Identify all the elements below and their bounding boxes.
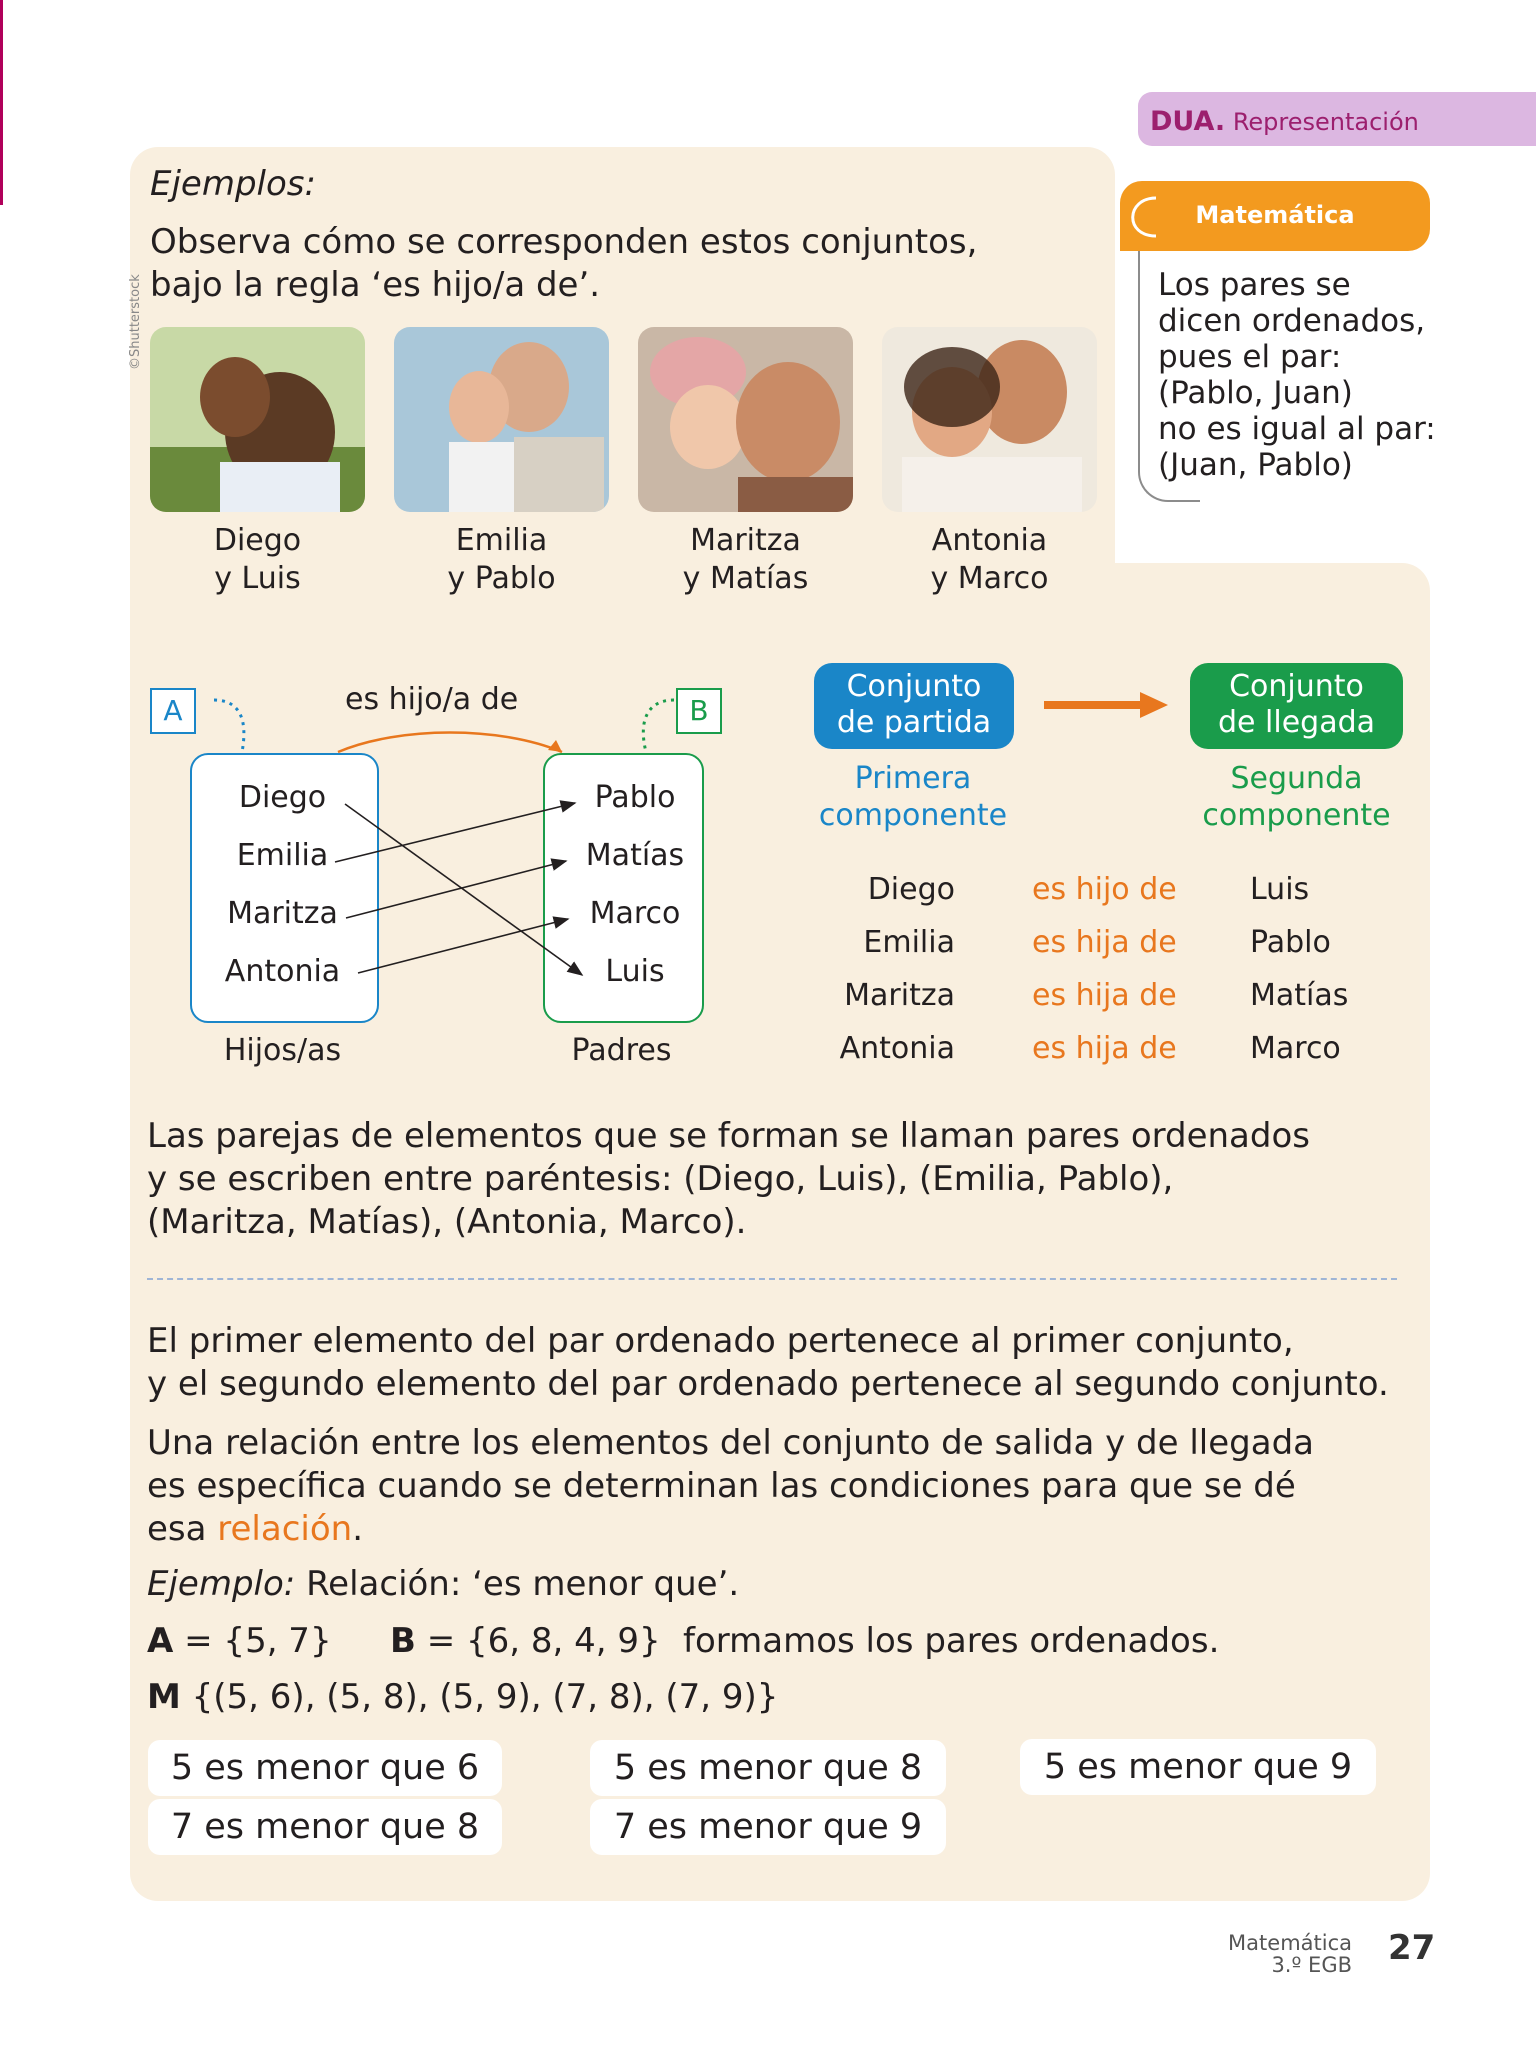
caption-antonia-marco: Antonia y Marco [930,523,1049,596]
comparison-7-8: 7 es menor que 8 [148,1799,502,1855]
comparison-5-6: 5 es menor que 6 [148,1740,502,1796]
pair-row-4-a: Antonia [839,1031,955,1066]
relation-label: es hijo/a de [345,682,519,717]
photo-antonia-marco [882,327,1097,512]
matematica-tab: Matemática [1120,181,1430,251]
pair-row-3-b: Matías [1250,978,1349,1013]
parent-matias: Matías [585,838,685,873]
pair-row-4-rel: es hija de [1032,1031,1177,1066]
footer-subject: Matemática 3.º EGB [1228,1931,1352,1977]
caption-children: Hijos/as [223,1033,342,1068]
comparison-5-8: 5 es menor que 8 [590,1740,946,1796]
pair-row-4-b: Marco [1250,1031,1341,1066]
examples-title: Ejemplos: [150,164,316,204]
child-emilia: Emilia [236,838,329,873]
comparison-7-9: 7 es menor que 9 [590,1799,946,1855]
caption-maritza-matias: Maritza y Matías [682,523,809,596]
second-component: Segunda componente [1202,761,1391,833]
mapping-arrows [330,780,600,1000]
photo-credit: ©Shutterstock [128,274,143,370]
intro-line-2: bajo la regla ‘es hijo/a de’. [150,265,601,305]
relation-highlight: relación [217,1509,353,1549]
pair-row-2-rel: es hija de [1032,925,1177,960]
caption-diego-luis: Diego y Luis [213,523,302,596]
child-diego: Diego [238,780,327,815]
left-margin-bar [0,0,3,205]
dua-badge [1138,92,1536,146]
photo-diego-luis [150,327,365,512]
pair-row-1-rel: es hijo de [1032,872,1177,907]
dua-label: DUA. [1150,106,1226,137]
ordered-pairs-paragraph: Las parejas de elementos que se forman se llaman pares ordenados y se escriben entre paréntesis: (Diego, Luis), (Emilia, Pablo), (Maritza, Matías), (Antonia, Marco). [147,1116,1310,1242]
set-m-definition: M {(5, 6), (5, 8), (5, 9), (7, 8), (7, 9)} [147,1677,779,1717]
comparison-5-9: 5 es menor que 9 [1020,1739,1376,1795]
relation-paragraph: Una relación entre los elementos del conjunto de salida y de llegada es específica cuando se determinan las condiciones para que se dé esa relación. [147,1423,1314,1549]
child-maritza: Maritza [227,896,338,931]
caption-emilia-pablo: Emilia y Pablo [447,523,556,596]
right-arrow-icon [1040,690,1175,720]
elements-paragraph: El primer elemento del par ordenado pertenece al primer conjunto, y el segundo elemento del par ordenado pertenece al segundo conjunto. [147,1321,1389,1404]
pairs-note: formamos los pares ordenados. [683,1621,1220,1661]
tab-curl-icon [1116,192,1166,252]
child-antonia: Antonia [224,954,341,989]
set-b-label: B [676,688,722,734]
set-a-definition: A = {5, 7} [147,1621,332,1661]
intro-line-1: Observa cómo se corresponden estos conjuntos, [150,222,978,262]
dua-category: Representación [1232,108,1419,136]
set-b-definition: B = {6, 8, 4, 9} [390,1621,661,1661]
pair-row-3-rel: es hija de [1032,978,1177,1013]
pair-row-2-b: Pablo [1250,925,1331,960]
dashed-divider [147,1278,1397,1280]
pair-row-3-a: Maritza [844,978,955,1013]
set-a-label: A [150,688,196,734]
end-set-pill: Conjunto de llegada [1190,663,1403,749]
caption-parents: Padres [571,1033,672,1068]
pair-row-2-a: Emilia [863,925,955,960]
photo-emilia-pablo [394,327,609,512]
first-component: Primera componente [818,761,1008,833]
parent-pablo: Pablo [594,780,676,815]
pair-row-1-b: Luis [1250,872,1310,907]
parent-marco: Marco [589,896,681,931]
start-set-pill: Conjunto de partida [814,663,1014,749]
photo-maritza-matias [638,327,853,512]
parent-luis: Luis [605,954,665,989]
pair-row-1-a: Diego [867,872,955,907]
page-number: 27 [1388,1928,1436,1968]
sidebar-note: Los pares se dicen ordenados, pues el par: (Pablo, Juan) no es igual al par: (Juan, Pablo) [1158,267,1436,483]
example-line: Ejemplo: Relación: ‘es menor que’. [147,1564,740,1604]
